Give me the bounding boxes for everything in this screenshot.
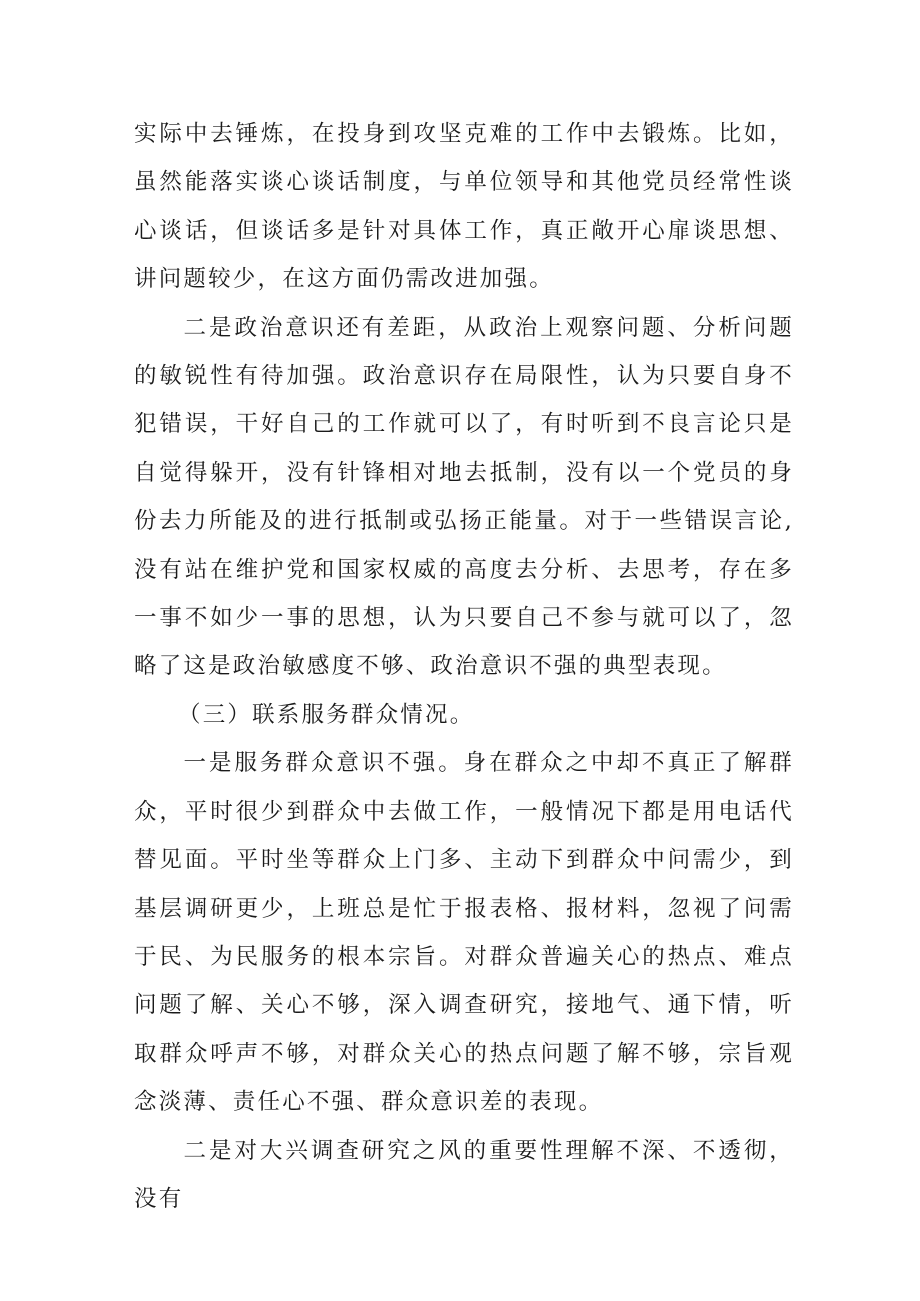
document-body [134,110,794,1223]
paragraph-investigation-research: 二是对大兴调查研究之风的重要性理解不深、不透彻，没有 [134,1137,794,1212]
paragraph-continuation: 实际中去锤炼，在投身到攻坚克难的工作中去锻炼。比如，虽然能落实谈心谈话制度，与单位领导和其他党员经常性谈心谈话，但谈话多是针对具体工作，真正敞开心扉谈思想、讲问题较少，在这方面仍需改进加强。 [134,121,794,293]
section-heading-serving-masses: （三）联系服务群众情况。 [178,701,475,728]
paragraph-political-awareness: 二是政治意识还有差距，从政治上观察问题、分析问题的敏锐性有待加强。政治意识存在局限性，认为只要自身不犯错误，干好自己的工作就可以了，有时听到不良言论只是自觉得躲开，没有针锋相对地去抵制，没有以一个党员的身份去力所能及的进行抵制或弘扬正能量。对于一些错误言论,没有站在维护党和国家权威的高度去分析、去思考，存在多一事不如少一事的思想，认为只要自己不参与就可以了，忽略了这是政治敏感度不够、政治意识不强的典型表现。 [134,314,794,680]
paragraph-service-awareness: 一是服务群众意识不强。身在群众之中却不真正了解群众，平时很少到群众中去做工作，一般情况下都是用电话代替见面。平时坐等群众上门多、主动下到群众中问需少，到基层调研更少，上班总是忙于报表格、报材料，忽视了问需于民、为民服务的根本宗旨。对群众普遍关心的热点、难点问题了解、关心不够，深入调查研究，接地气、通下情，听取群众呼声不够，对群众关心的热点问题了解不够，宗旨观念淡薄、责任心不强、群众意识差的表现。 [134,750,794,1116]
